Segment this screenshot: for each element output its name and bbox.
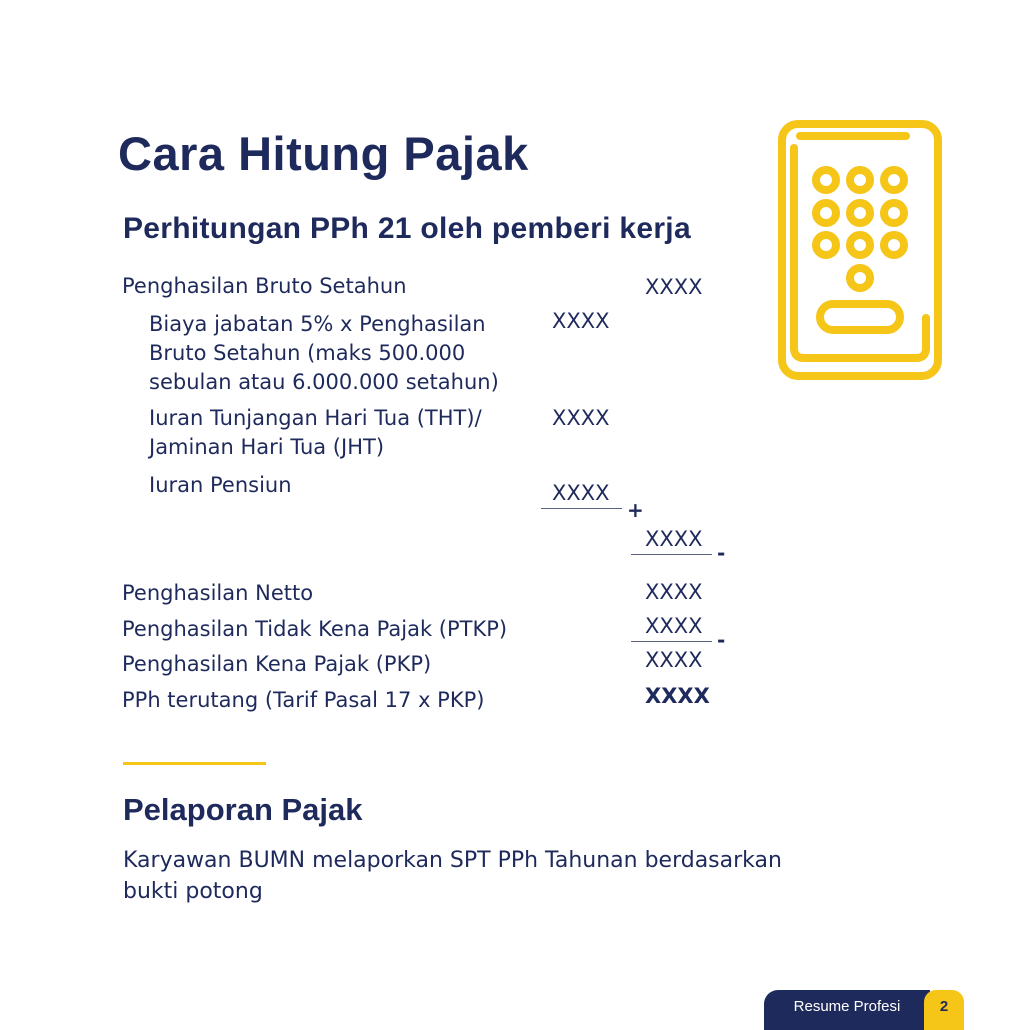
plus-sign: + bbox=[627, 498, 644, 522]
iuran-pensiun-value: XXXX bbox=[552, 481, 610, 505]
minus-sign-2: - bbox=[717, 628, 726, 652]
calculator-keypad-icon bbox=[776, 118, 944, 384]
iuran-tht-value: XXXX bbox=[552, 406, 610, 430]
reporting-heading: Pelaporan Pajak bbox=[123, 792, 363, 827]
minus-sign-1: - bbox=[717, 541, 726, 565]
section-divider bbox=[123, 762, 266, 765]
ptkp-underline bbox=[631, 641, 712, 642]
biaya-jabatan-value: XXXX bbox=[552, 309, 610, 333]
iuran-tht-label-line2: Jaminan Hari Tua (JHT) bbox=[149, 435, 385, 459]
deduction-underline bbox=[631, 554, 712, 555]
bruto-value: XXXX bbox=[645, 275, 703, 299]
ptkp-value: XXXX bbox=[645, 614, 703, 638]
bruto-label: Penghasilan Bruto Setahun bbox=[122, 274, 407, 298]
pkp-label: Penghasilan Kena Pajak (PKP) bbox=[122, 652, 432, 676]
pkp-value: XXXX bbox=[645, 648, 703, 672]
footer-label: Resume Profesi bbox=[764, 990, 930, 1030]
pph-label: PPh terutang (Tarif Pasal 17 x PKP) bbox=[122, 688, 485, 712]
iuran-tht-label-line1: Iuran Tunjangan Hari Tua (THT)/ bbox=[149, 406, 482, 430]
page-title: Cara Hitung Pajak bbox=[118, 127, 529, 180]
biaya-jabatan-label-line3: sebulan atau 6.000.000 setahun) bbox=[149, 370, 499, 394]
iuran-pensiun-label: Iuran Pensiun bbox=[149, 473, 292, 497]
section-subtitle: Perhitungan PPh 21 oleh pemberi kerja bbox=[123, 212, 691, 245]
sum-underline bbox=[541, 508, 622, 509]
reporting-body: Karyawan BUMN melaporkan SPT PPh Tahunan berdasarkan bukti potong bbox=[123, 848, 782, 904]
total-deductions-value: XXXX bbox=[645, 527, 703, 551]
pph-value: XXXX bbox=[645, 684, 710, 708]
netto-label: Penghasilan Netto bbox=[122, 581, 314, 605]
biaya-jabatan-label-line2: Bruto Setahun (maks 500.000 bbox=[149, 341, 466, 365]
ptkp-label: Penghasilan Tidak Kena Pajak (PTKP) bbox=[122, 617, 508, 641]
biaya-jabatan-label-line1: Biaya jabatan 5% x Penghasilan bbox=[149, 312, 486, 336]
netto-value: XXXX bbox=[645, 580, 703, 604]
page-number: 2 bbox=[924, 990, 964, 1030]
footer-tab bbox=[764, 990, 964, 1030]
